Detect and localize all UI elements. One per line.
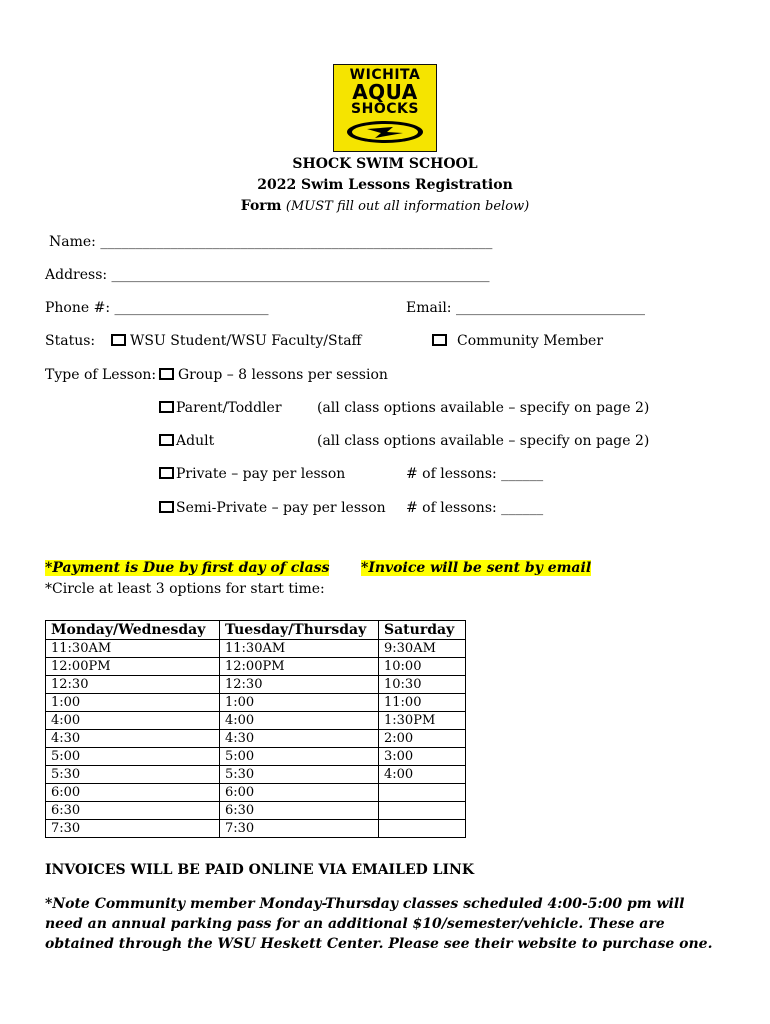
phone-field[interactable]: Phone #: ______________________ (45, 300, 269, 316)
time-slot-cell[interactable] (379, 784, 466, 802)
schedule-table (45, 620, 466, 838)
lesson-parent-label: Parent/Toddler (176, 400, 282, 416)
lesson-private-option[interactable] (159, 466, 345, 482)
table-row (46, 748, 466, 766)
status-community-option[interactable] (432, 333, 603, 349)
checkbox-community[interactable] (432, 334, 447, 346)
header-saturday: Saturday (379, 621, 466, 640)
lesson-group-option[interactable] (159, 367, 388, 383)
time-slot-cell[interactable]: 5:30 (46, 766, 220, 784)
table-row (46, 820, 466, 838)
lesson-type-label: Type of Lesson: (45, 367, 157, 383)
semi-private-lesson-count[interactable]: # of lessons: ______ (406, 500, 544, 516)
lesson-semi-private-option[interactable] (159, 500, 386, 516)
adult-note: (all class options available – specify on page 2) (317, 433, 650, 449)
time-slot-cell[interactable]: 4:30 (220, 730, 379, 748)
time-slot-cell[interactable]: 4:00 (379, 766, 466, 784)
payment-due-notice (45, 560, 329, 576)
lesson-private-label: Private – pay per lesson (176, 466, 346, 482)
table-row (46, 730, 466, 748)
payment-due-text: *Payment is Due by first day of class (45, 560, 330, 576)
time-slot-cell[interactable]: 1:30PM (379, 712, 466, 730)
time-slot-cell[interactable]: 4:00 (220, 712, 379, 730)
lesson-adult-option[interactable] (159, 433, 214, 449)
time-slot-cell[interactable]: 6:30 (220, 802, 379, 820)
time-slot-cell[interactable]: 6:00 (220, 784, 379, 802)
time-slot-cell[interactable]: 5:00 (220, 748, 379, 766)
logo-line-1: WICHITA (349, 67, 421, 83)
time-slot-cell[interactable]: 6:30 (46, 802, 220, 820)
time-slot-cell[interactable]: 12:00PM (220, 658, 379, 676)
time-slot-cell[interactable]: 12:30 (220, 676, 379, 694)
time-slot-cell[interactable]: 10:00 (379, 658, 466, 676)
status-label: Status: (45, 333, 96, 349)
invoice-text: *Invoice will be sent by email (361, 560, 592, 576)
time-slot-cell[interactable]: 11:30AM (220, 640, 379, 658)
checkbox-parent-toddler[interactable] (159, 401, 174, 413)
logo-line-2: AQUA (352, 80, 418, 104)
time-slot-cell[interactable]: 12:30 (46, 676, 220, 694)
table-row (46, 802, 466, 820)
table-row (46, 694, 466, 712)
checkbox-adult[interactable] (159, 434, 174, 446)
lesson-adult-label: Adult (176, 433, 215, 449)
status-community-label: Community Member (457, 333, 604, 349)
time-slot-cell[interactable]: 11:30AM (46, 640, 220, 658)
checkbox-wsu[interactable] (111, 334, 126, 346)
table-row (46, 766, 466, 784)
circle-instruction: *Circle at least 3 options for start time: (45, 581, 325, 597)
time-slot-cell[interactable]: 1:00 (46, 694, 220, 712)
checkbox-group[interactable] (159, 368, 174, 380)
table-row (46, 676, 466, 694)
logo-line-3: SHOCKS (351, 101, 419, 117)
schedule-header-row (46, 621, 466, 640)
time-slot-cell[interactable] (379, 820, 466, 838)
status-wsu-option[interactable] (111, 333, 362, 349)
time-slot-cell[interactable]: 11:00 (379, 694, 466, 712)
time-slot-cell[interactable]: 5:00 (46, 748, 220, 766)
time-slot-cell[interactable]: 1:00 (220, 694, 379, 712)
time-slot-cell[interactable] (379, 802, 466, 820)
time-slot-cell[interactable]: 4:30 (46, 730, 220, 748)
checkbox-private[interactable] (159, 467, 174, 479)
status-wsu-label: WSU Student/WSU Faculty/Staff (130, 333, 362, 349)
address-field[interactable]: Address: ______________________________________________________ (45, 267, 490, 283)
time-slot-cell[interactable]: 5:30 (220, 766, 379, 784)
time-slot-cell[interactable]: 4:00 (46, 712, 220, 730)
lesson-semi-private-label: Semi-Private – pay per lesson (176, 500, 386, 516)
private-lesson-count[interactable]: # of lessons: ______ (406, 466, 544, 482)
table-row (46, 784, 466, 802)
header-tuesday-thursday: Tuesday/Thursday (220, 621, 379, 640)
table-row (46, 640, 466, 658)
invoice-notice (361, 560, 591, 576)
parent-note: (all class options available – specify on page 2) (317, 400, 650, 416)
time-slot-cell[interactable]: 2:00 (379, 730, 466, 748)
lesson-parent-option[interactable] (159, 400, 282, 416)
time-slot-cell[interactable]: 7:30 (46, 820, 220, 838)
schedule-body (46, 640, 466, 838)
time-slot-cell[interactable]: 12:00PM (46, 658, 220, 676)
time-slot-cell[interactable]: 7:30 (220, 820, 379, 838)
table-row (46, 658, 466, 676)
form-instruction: (MUST fill out all information below) (285, 199, 530, 214)
invoices-online-notice: INVOICES WILL BE PAID ONLINE VIA EMAILED LINK (45, 862, 474, 878)
time-slot-cell[interactable]: 3:00 (379, 748, 466, 766)
lesson-group-label: Group – 8 lessons per session (178, 367, 388, 383)
checkbox-semi-private[interactable] (159, 501, 174, 513)
form-word: Form (240, 198, 282, 214)
name-field[interactable]: Name: ________________________________________________________ (49, 234, 493, 250)
school-name: SHOCK SWIM SCHOOL (292, 156, 478, 172)
time-slot-cell[interactable]: 6:00 (46, 784, 220, 802)
time-slot-cell[interactable]: 9:30AM (379, 640, 466, 658)
table-row (46, 712, 466, 730)
email-field[interactable]: Email: ___________________________ (406, 300, 645, 316)
form-subtitle (0, 198, 770, 214)
time-slot-cell[interactable]: 10:30 (379, 676, 466, 694)
lightning-bolt-icon (345, 119, 425, 145)
wichita-aqua-shocks-logo (333, 64, 437, 152)
header-monday-wednesday: Monday/Wednesday (46, 621, 220, 640)
parking-pass-note: *Note Community member Monday-Thursday classes scheduled 4:00-5:00 pm will need an annual parking pass for an additional $10/semester/vehicle. These are obtained through the WSU Heskett Center. Please see their website to purchase one. (45, 896, 713, 952)
form-title: 2022 Swim Lessons Registration (257, 177, 513, 193)
